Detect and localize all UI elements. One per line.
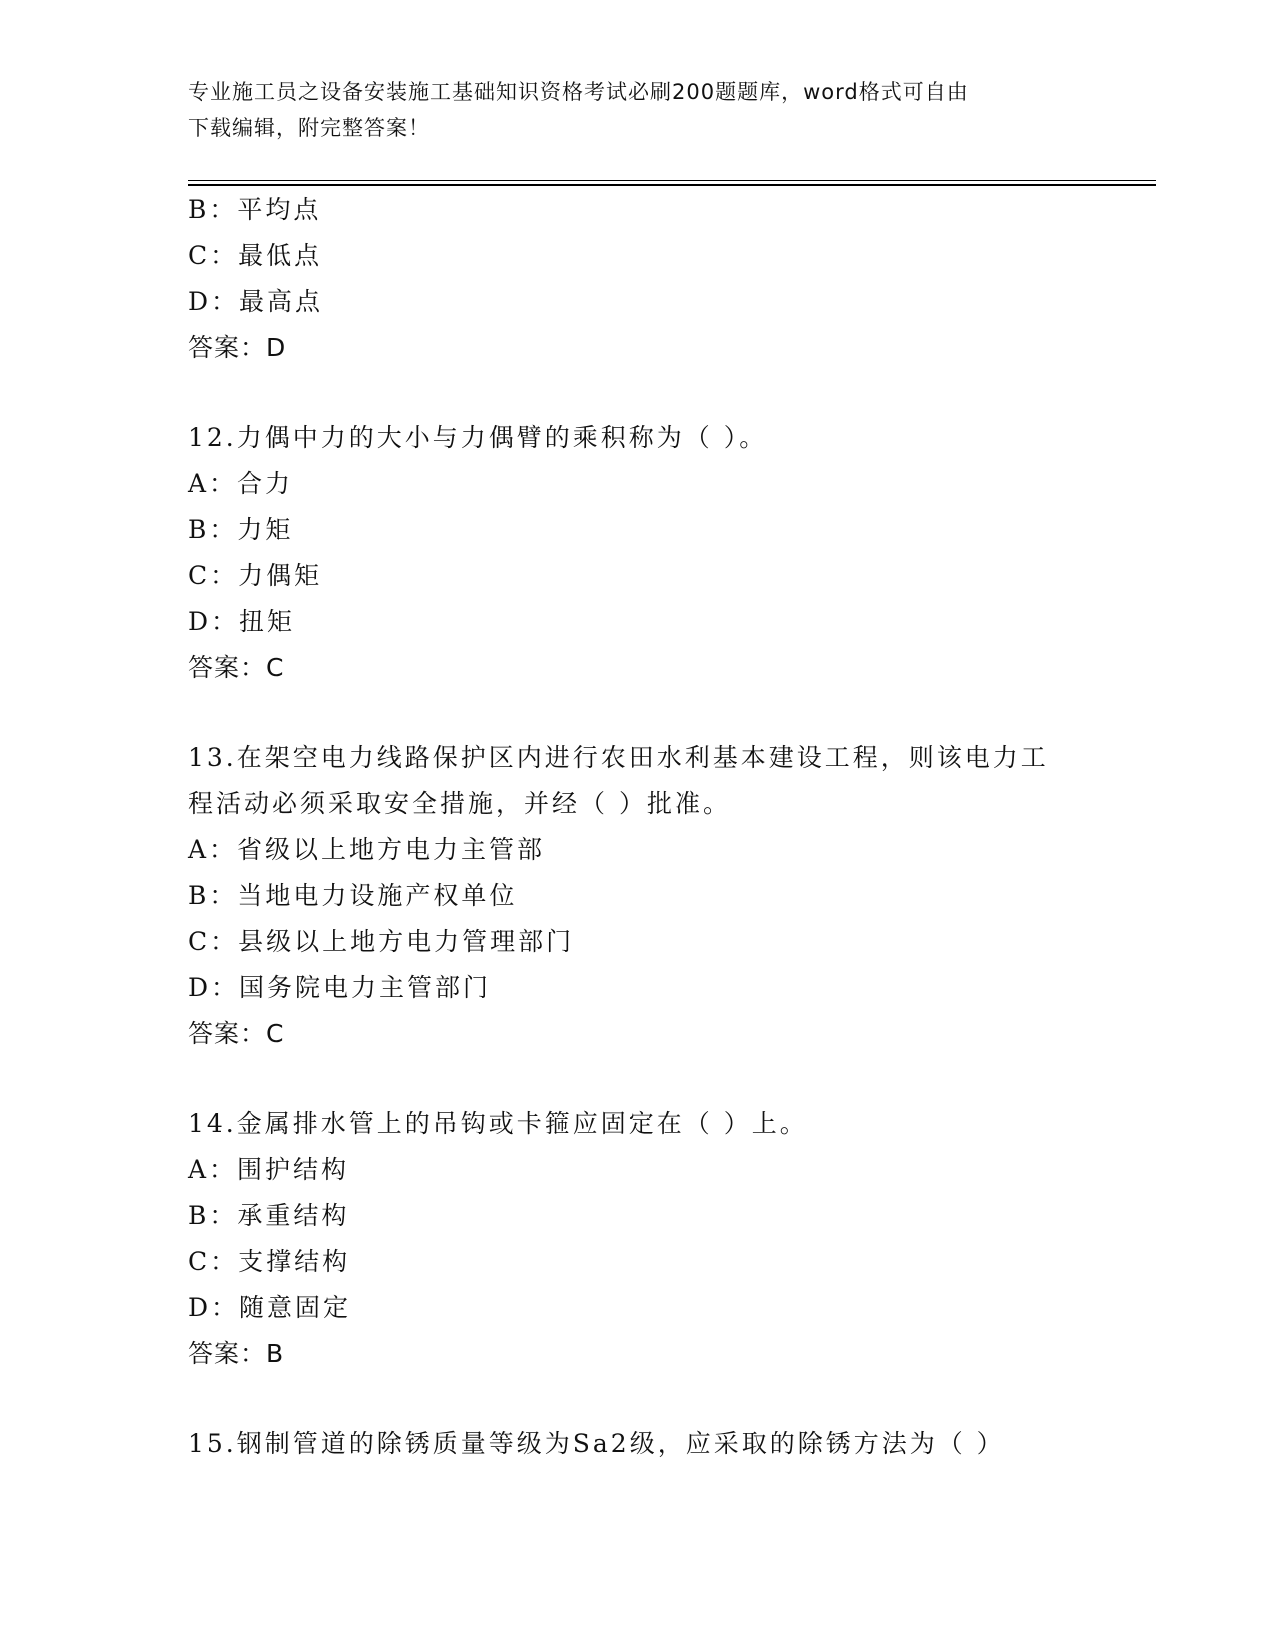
option-b: B：力矩 <box>188 515 294 544</box>
answer: 答案：D <box>188 333 287 362</box>
header-rule-thick <box>188 184 1156 186</box>
option-d: D：国务院电力主管部门 <box>188 973 492 1002</box>
question-13 <box>188 735 1088 1057</box>
header-rule-thin <box>188 180 1156 181</box>
option-b: B：当地电力设施产权单位 <box>188 881 518 910</box>
question-text: 12.力偶中力的大小与力偶臂的乘积称为（ ）。 <box>188 423 768 452</box>
option-d: D：随意固定 <box>188 1293 352 1322</box>
option-b: B：平均点 <box>188 195 322 224</box>
answer: 答案：C <box>188 653 285 682</box>
question-text: 15.钢制管道的除锈质量等级为Sa2级，应采取的除锈方法为（ ） <box>188 1429 1005 1458</box>
header-line-1: 专业施工员之设备安装施工基础知识资格考试必刷200题题库，word格式可自由 <box>188 80 969 104</box>
option-c: C：力偶矩 <box>188 561 323 590</box>
option-d: D：最高点 <box>188 287 324 316</box>
option-b: B：承重结构 <box>188 1201 350 1230</box>
option-c: C：支撑结构 <box>188 1247 351 1276</box>
option-d: D：扭矩 <box>188 607 296 636</box>
option-a: A：围护结构 <box>188 1155 350 1184</box>
question-12 <box>188 415 1088 691</box>
question-text-line-2: 程活动必须采取安全措施，并经（ ）批准。 <box>188 789 731 818</box>
answer: 答案：B <box>188 1339 285 1368</box>
answer: 答案：C <box>188 1019 285 1048</box>
option-a: A：省级以上地方电力主管部 <box>188 835 546 864</box>
question-11 <box>188 187 1088 371</box>
question-text: 14.金属排水管上的吊钩或卡箍应固定在（ ）上。 <box>188 1109 808 1138</box>
question-list <box>188 187 1088 1467</box>
option-c: C：最低点 <box>188 241 323 270</box>
question-15 <box>188 1421 1088 1467</box>
question-14 <box>188 1101 1088 1377</box>
option-c: C：县级以上地方电力管理部门 <box>188 927 575 956</box>
document-header <box>188 74 1078 146</box>
header-line-2: 下载编辑，附完整答案！ <box>188 116 430 140</box>
option-a: A：合力 <box>188 469 294 498</box>
question-text-line-1: 13.在架空电力线路保护区内进行农田水利基本建设工程，则该电力工 <box>188 743 1049 772</box>
